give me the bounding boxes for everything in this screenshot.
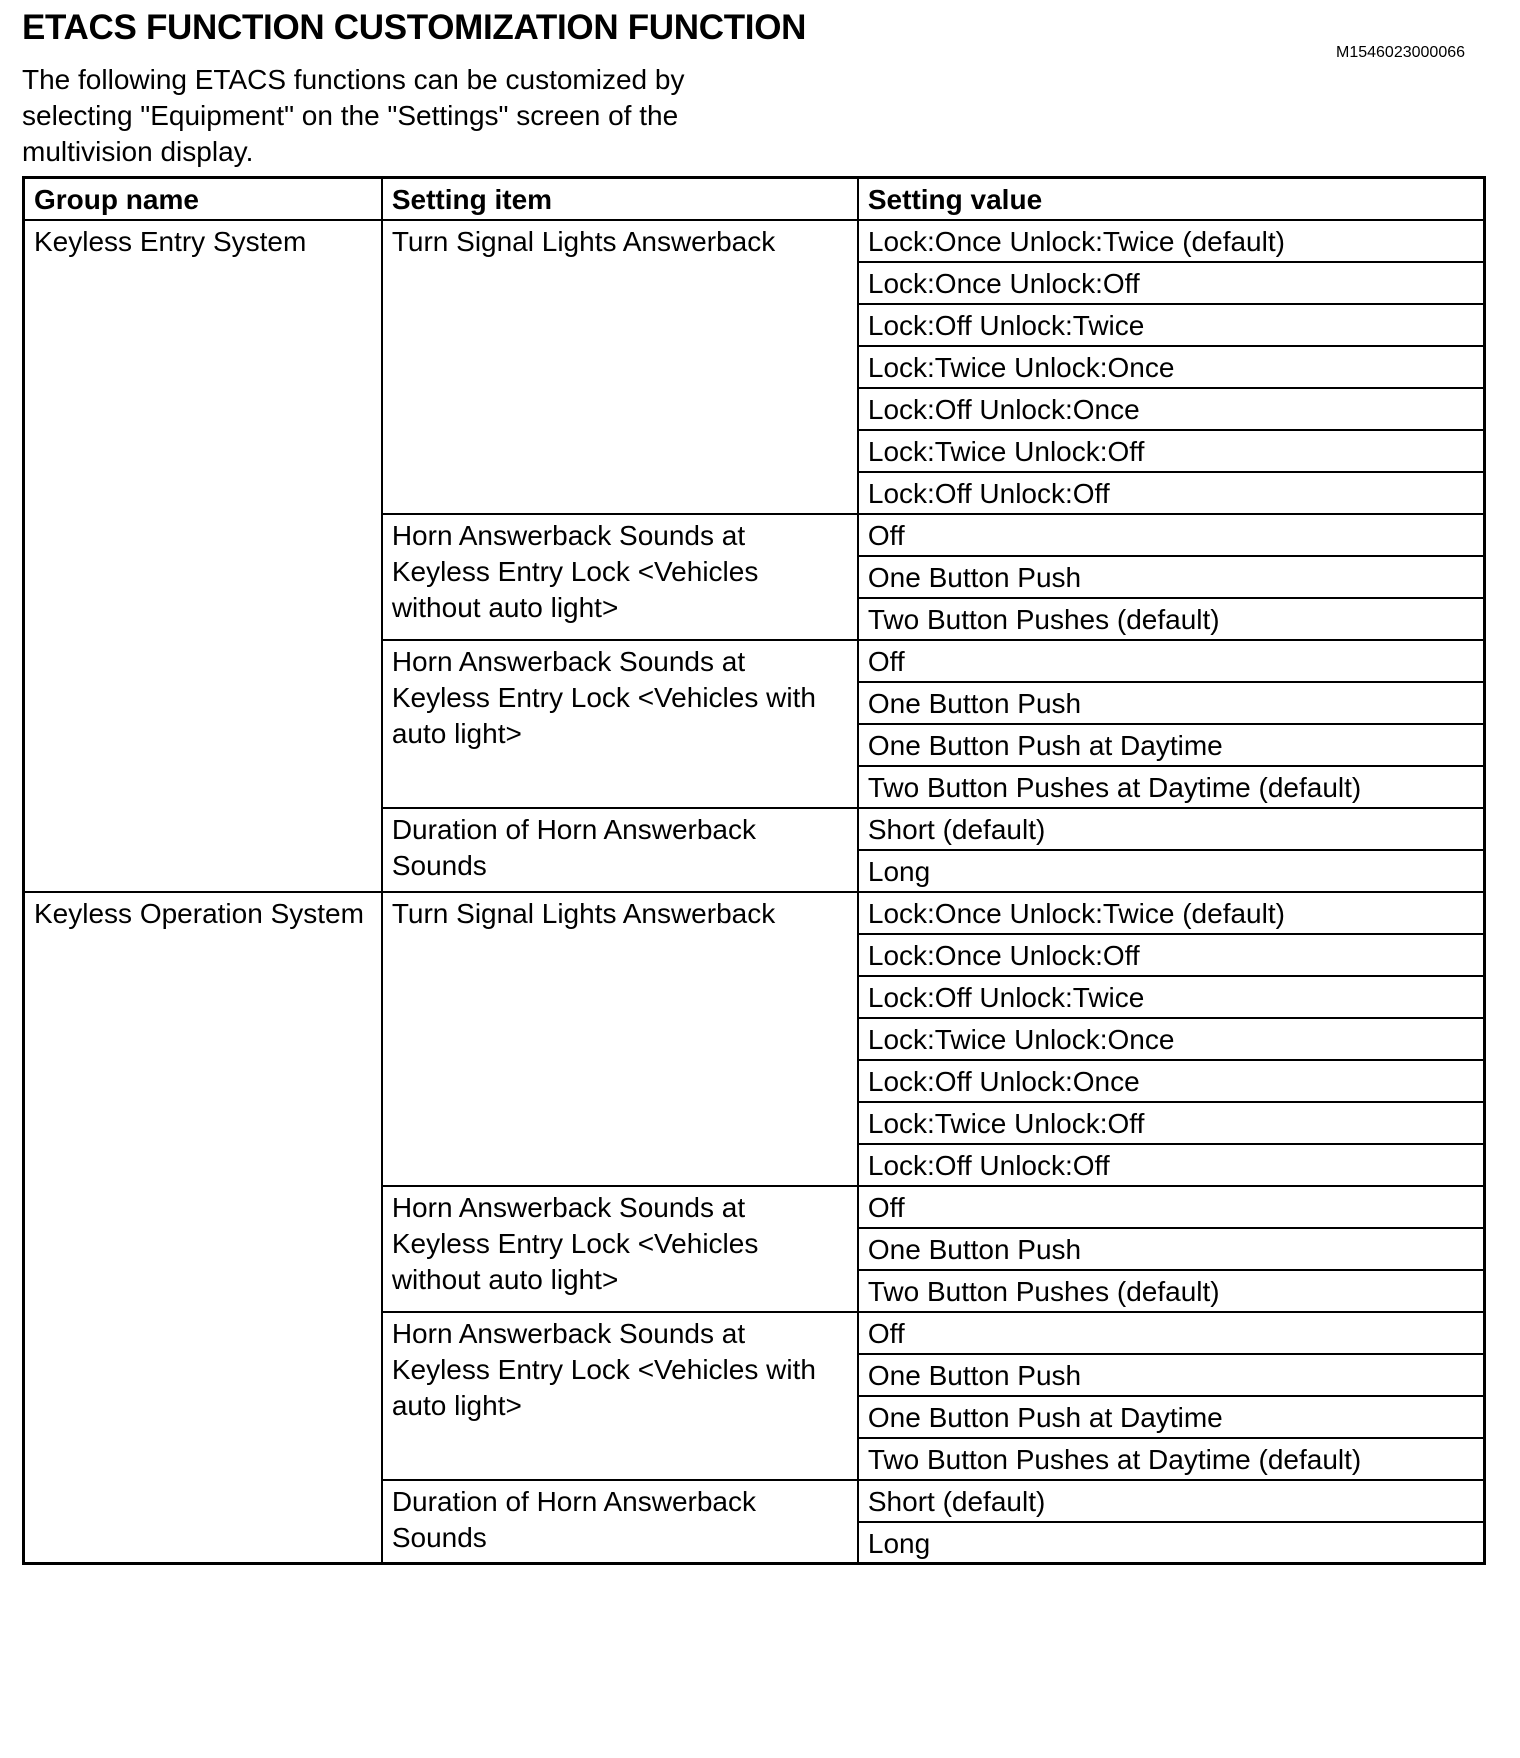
setting-value-cell: Long xyxy=(858,1522,1485,1564)
setting-value-cell: One Button Push xyxy=(858,1354,1485,1396)
setting-value-cell: Lock:Off Unlock:Twice xyxy=(858,304,1485,346)
setting-item-cell: Duration of Horn Answerback Sounds xyxy=(382,1480,858,1564)
document-id: M1546023000066 xyxy=(1336,44,1466,61)
setting-value-cell: Lock:Twice Unlock:Off xyxy=(858,430,1485,472)
page-title: ETACS FUNCTION CUSTOMIZATION FUNCTION xyxy=(22,8,807,47)
setting-value-cell: Lock:Twice Unlock:Off xyxy=(858,1102,1485,1144)
setting-value-cell: Off xyxy=(858,1186,1485,1228)
setting-value-cell: Long xyxy=(858,850,1485,892)
setting-value-cell: Lock:Once Unlock:Off xyxy=(858,262,1485,304)
table-body xyxy=(24,220,1485,1564)
table-header-row xyxy=(24,178,1485,220)
setting-value-cell: One Button Push xyxy=(858,556,1485,598)
setting-item-cell: Horn Answerback Sounds at Keyless Entry Lock <Vehicles with auto light> xyxy=(382,1312,858,1480)
setting-value-cell: One Button Push at Daytime xyxy=(858,1396,1485,1438)
setting-value-cell: One Button Push xyxy=(858,682,1485,724)
setting-value-cell: Lock:Off Unlock:Once xyxy=(858,388,1485,430)
group-name-cell: Keyless Entry System xyxy=(24,220,382,892)
setting-value-cell: Lock:Twice Unlock:Once xyxy=(858,1018,1485,1060)
header-setting-value: Setting value xyxy=(858,178,1485,220)
setting-item-cell: Turn Signal Lights Answerback xyxy=(382,892,858,1186)
intro-text: The following ETACS functions can be customized by selecting "Equipment" on the "Settings" screen of the multivision display. xyxy=(22,64,685,167)
setting-item-cell: Horn Answerback Sounds at Keyless Entry Lock <Vehicles without auto light> xyxy=(382,514,858,640)
header-setting-item: Setting item xyxy=(382,178,858,220)
setting-item-cell: Horn Answerback Sounds at Keyless Entry Lock <Vehicles with auto light> xyxy=(382,640,858,808)
setting-value-cell: One Button Push xyxy=(858,1228,1485,1270)
table-row xyxy=(24,220,1485,262)
setting-value-cell: One Button Push at Daytime xyxy=(858,724,1485,766)
setting-value-cell: Lock:Once Unlock:Off xyxy=(858,934,1485,976)
setting-value-cell: Two Button Pushes at Daytime (default) xyxy=(858,766,1485,808)
setting-item-cell: Turn Signal Lights Answerback xyxy=(382,220,858,514)
setting-value-cell: Lock:Off Unlock:Off xyxy=(858,472,1485,514)
setting-value-cell: Off xyxy=(858,640,1485,682)
group-name-cell: Keyless Operation System xyxy=(24,892,382,1564)
setting-value-cell: Two Button Pushes (default) xyxy=(858,598,1485,640)
setting-value-cell: Two Button Pushes (default) xyxy=(858,1270,1485,1312)
setting-value-cell: Lock:Twice Unlock:Once xyxy=(858,346,1485,388)
setting-value-cell: Lock:Off Unlock:Once xyxy=(858,1060,1485,1102)
setting-item-cell: Duration of Horn Answerback Sounds xyxy=(382,808,858,892)
setting-value-cell: Two Button Pushes at Daytime (default) xyxy=(858,1438,1485,1480)
setting-value-cell: Short (default) xyxy=(858,808,1485,850)
table-row xyxy=(24,892,1485,934)
setting-value-cell: Lock:Once Unlock:Twice (default) xyxy=(858,220,1485,262)
setting-value-cell: Off xyxy=(858,514,1485,556)
setting-value-cell: Lock:Off Unlock:Twice xyxy=(858,976,1485,1018)
setting-item-cell: Horn Answerback Sounds at Keyless Entry Lock <Vehicles without auto light> xyxy=(382,1186,858,1312)
setting-value-cell: Short (default) xyxy=(858,1480,1485,1522)
customization-table xyxy=(22,176,1486,1565)
setting-value-cell: Lock:Once Unlock:Twice (default) xyxy=(858,892,1485,934)
header-group-name: Group name xyxy=(24,178,382,220)
setting-value-cell: Lock:Off Unlock:Off xyxy=(858,1144,1485,1186)
setting-value-cell: Off xyxy=(858,1312,1485,1354)
